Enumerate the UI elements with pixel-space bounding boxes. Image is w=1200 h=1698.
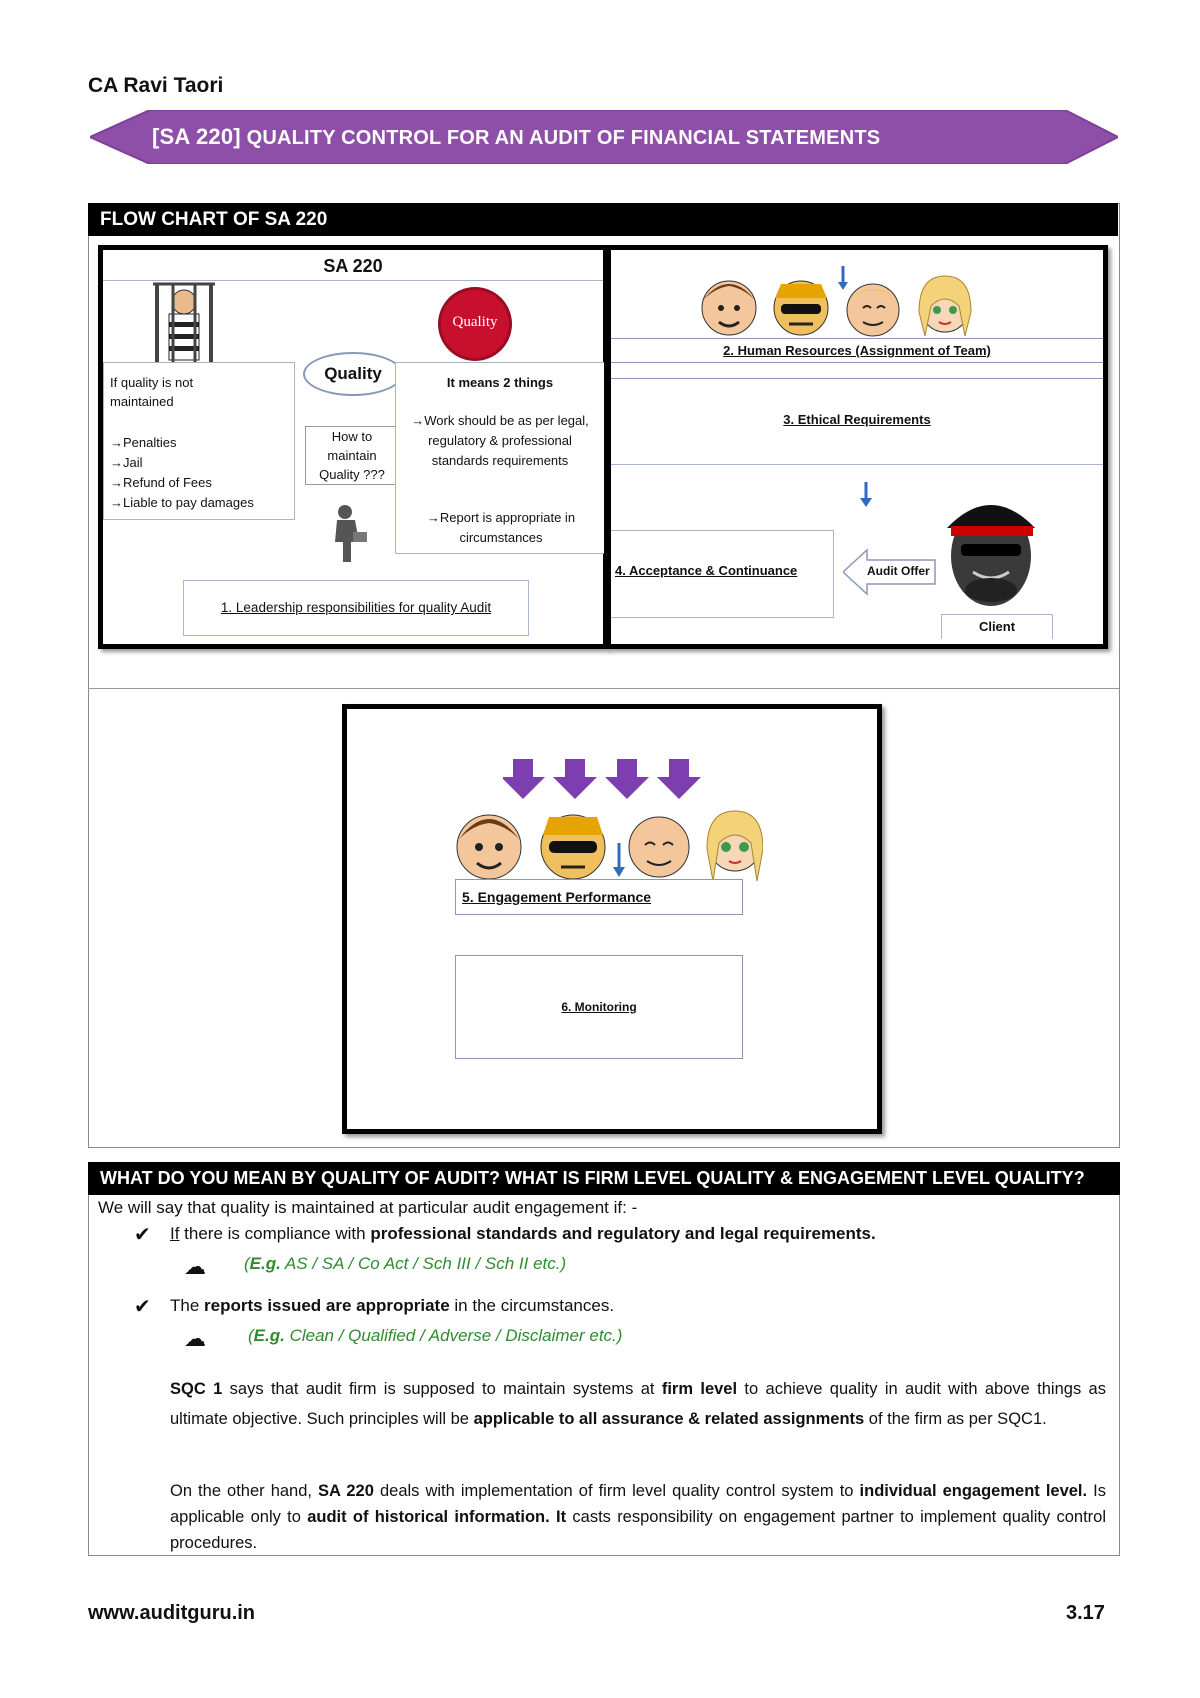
human-resources-label: 2. Human Resources (Assignment of Team) <box>723 343 991 358</box>
quality-seal <box>441 290 509 358</box>
bullet-2-bold: reports issued are appropriate <box>204 1296 450 1315</box>
means-item-1: →Work should be as per legal, regulatory & professional standards requirements <box>411 413 589 468</box>
team-panel <box>606 245 1108 649</box>
gardener-figure-icon <box>325 502 369 566</box>
consequence-3: →Refund of Fees <box>110 475 212 490</box>
sa220-text-1: On the other hand, <box>170 1482 319 1500</box>
consequence-2: →Jail <box>110 455 143 470</box>
sa220-it: It <box>549 1508 567 1526</box>
sqc1-paragraph <box>170 1374 1106 1434</box>
consequence-4: →Liable to pay damages <box>110 495 254 510</box>
leadership-box: 1. Leadership responsibilities for quality Audit <box>183 580 529 636</box>
means-box <box>395 362 604 554</box>
client-label: Client <box>941 614 1053 639</box>
quality-oval: Quality <box>303 352 403 396</box>
sqc1-text-2: to achieve quality in audit with above things as ultimate objective. Such principles will be <box>170 1380 1106 1428</box>
bullet-arrow-icon: ✔ <box>134 1224 151 1246</box>
example-1-eg: E.g. <box>249 1254 281 1273</box>
ethical-requirements-label: 3. Ethical Requirements <box>783 412 931 427</box>
quality-heading: WHAT DO YOU MEAN BY QUALITY OF AUDIT? WHAT IS FIRM LEVEL QUALITY & ENGAGEMENT LEVEL QUALITY? <box>88 1162 1120 1195</box>
bullet-2-post: in the circumstances. <box>449 1296 615 1315</box>
flowchart-divider <box>88 688 1119 689</box>
sa220-paragraph <box>170 1478 1106 1556</box>
jail-figure-icon <box>151 280 217 364</box>
leadership-panel <box>98 245 608 649</box>
audit-offer-label: Audit Offer <box>867 564 930 578</box>
bullet-2 <box>170 1296 614 1316</box>
sa220-historical: audit of historical information. <box>307 1508 550 1526</box>
bullet-arrow-icon: ✔ <box>134 1296 151 1318</box>
team-faces-icon <box>691 262 991 342</box>
sqc1-firm-level: firm level <box>661 1380 738 1398</box>
engagement-panel <box>342 704 882 1134</box>
banner-code: [SA 220] <box>152 124 241 149</box>
bullet-1-bold: professional standards and regulatory and legal requirements. <box>370 1224 876 1243</box>
consequences-box <box>103 362 295 520</box>
down-arrow-icon <box>859 482 873 508</box>
flowchart-heading: FLOW CHART OF SA 220 <box>88 203 1118 236</box>
example-2-eg: E.g. <box>253 1326 285 1345</box>
footer-website: www.auditguru.in <box>88 1602 256 1624</box>
banner-title: QUALITY CONTROL FOR AN AUDIT OF FINANCIAL STATEMENTS <box>246 127 881 149</box>
footer-page-number: 3.17 <box>1066 1602 1105 1624</box>
sa220-text-2: deals with implementation of firm level quality control system to <box>373 1482 860 1500</box>
sqc1-text-1: says that audit firm is supposed to maintain systems at <box>222 1380 662 1398</box>
panel-title: SA 220 <box>323 256 383 276</box>
how-to-maintain-box: How to maintain Quality ??? <box>305 426 399 485</box>
example-2-text: Clean / Qualified / Adverse / Disclaimer etc.) <box>284 1326 623 1345</box>
sa220-engagement-level: individual engagement level. <box>859 1482 1088 1500</box>
example-1: (E.g. AS / SA / Co Act / Sch III / Sch II etc.) <box>244 1254 567 1273</box>
seal-label: Quality <box>452 314 498 330</box>
audit-offer-arrow <box>843 548 937 596</box>
means-title: It means 2 things <box>446 375 554 390</box>
acceptance-label: 4. Acceptance & Continuance <box>615 563 798 578</box>
means-item-2: →Report is appropriate in circumstances <box>426 510 576 545</box>
thought-cloud-icon: ☁ <box>184 1254 206 1279</box>
engagement-performance-label: 5. Engagement Performance <box>455 879 743 915</box>
title-banner <box>90 110 1118 164</box>
sqc1-term: SQC 1 <box>170 1380 223 1398</box>
sa220-text-4: casts responsibility on engagement partner to implement quality control procedures. <box>170 1508 1107 1552</box>
sqc1-text-3: of the firm as per SQC1. <box>864 1410 1047 1428</box>
quality-intro: We will say that quality is maintained at particular audit engagement if: - <box>98 1198 638 1217</box>
bullet-1-text: there is compliance with <box>179 1224 371 1243</box>
client-pirate-icon <box>937 488 1047 610</box>
consequence-1: →Penalties <box>110 435 177 450</box>
purple-down-arrows-icon <box>503 759 707 801</box>
sa220-text-3: Is applicable only to <box>170 1482 1106 1526</box>
author-name: CA Ravi Taori <box>88 74 224 97</box>
example-2: (E.g. Clean / Qualified / Adverse / Disclaimer etc.) <box>248 1326 623 1345</box>
sqc1-applicable: applicable to all assurance & related assignments <box>473 1410 865 1428</box>
bullet-2-pre: The <box>170 1296 205 1315</box>
example-1-text: AS / SA / Co Act / Sch III / Sch II etc.) <box>280 1254 567 1273</box>
sa220-term: SA 220 <box>318 1482 374 1500</box>
acceptance-box <box>611 530 834 618</box>
thought-cloud-icon: ☁ <box>184 1326 206 1351</box>
monitoring-box: 6. Monitoring <box>455 955 743 1059</box>
not-maintained-title: If quality is not maintained <box>110 375 194 409</box>
bullet-1-if: If <box>170 1224 180 1243</box>
bullet-1 <box>170 1224 876 1244</box>
